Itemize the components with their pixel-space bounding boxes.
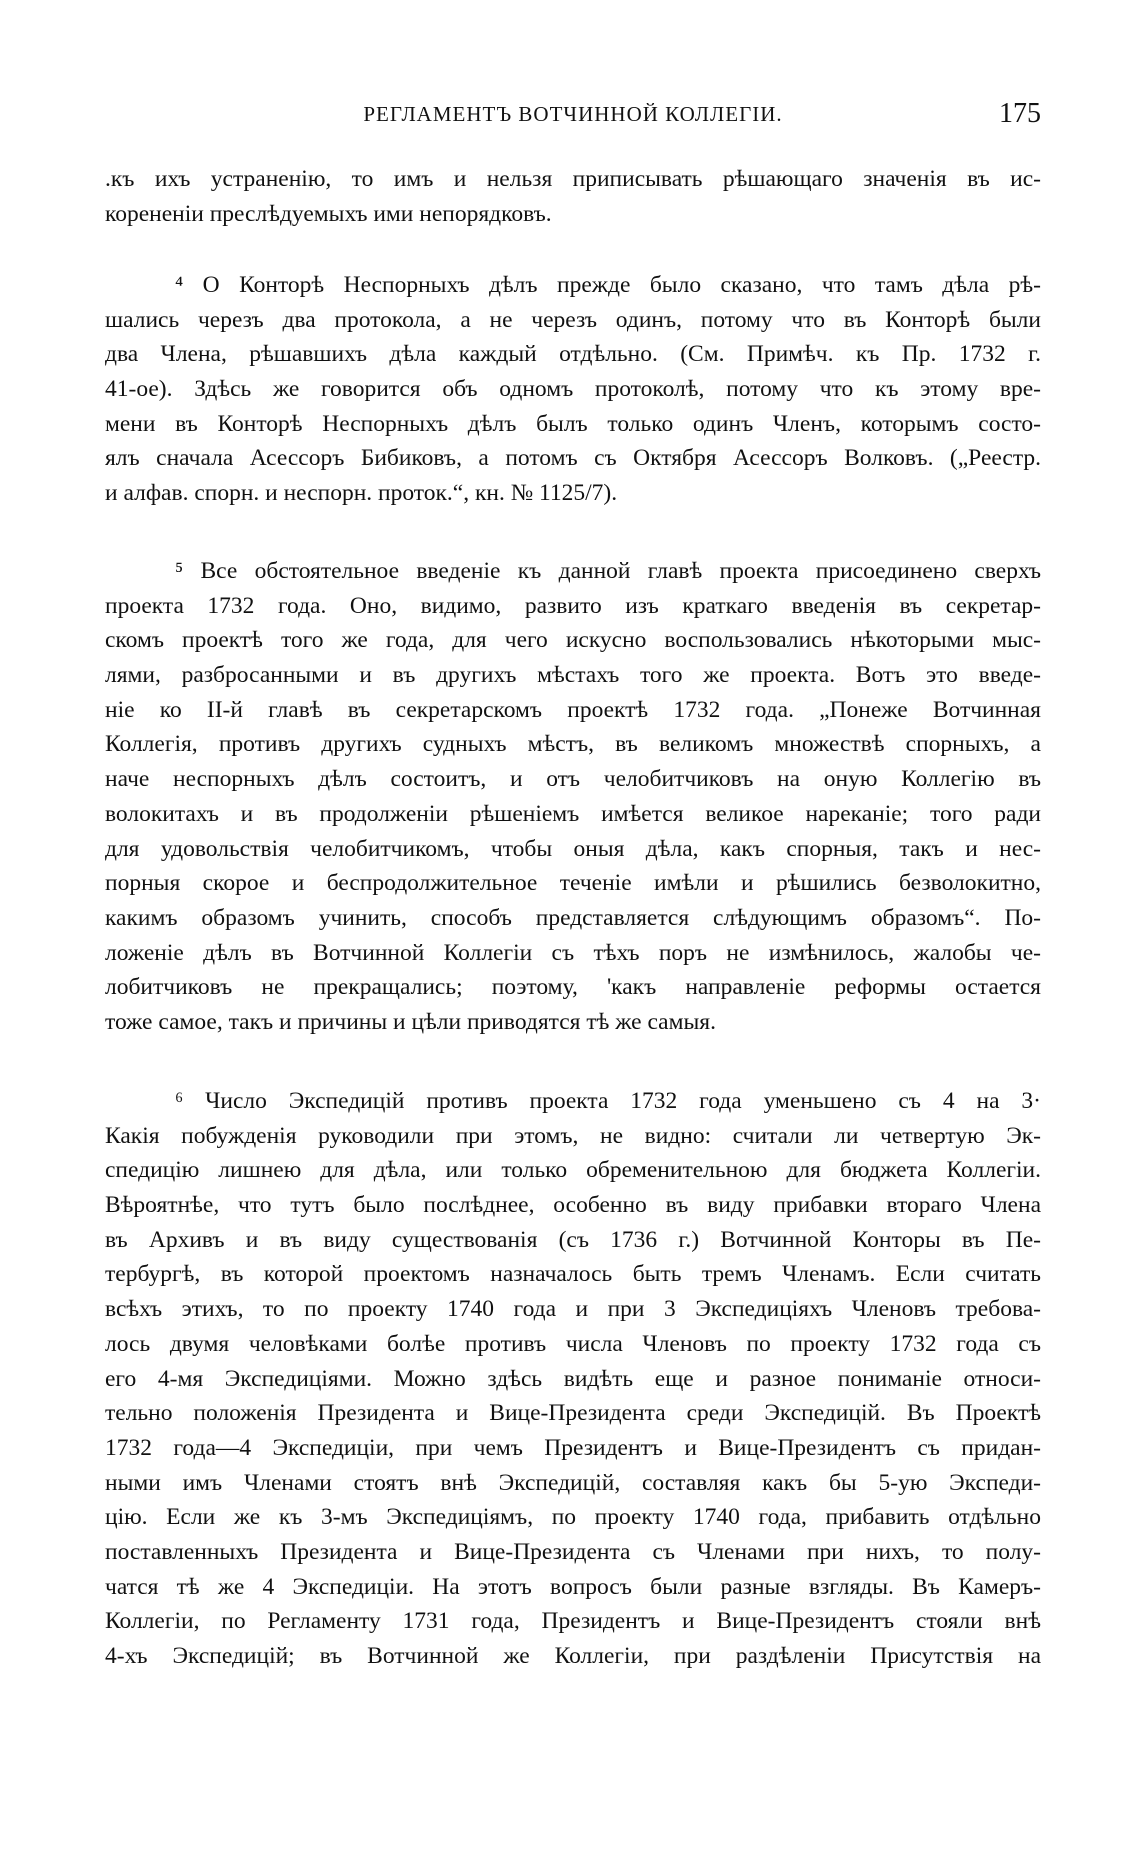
text-line: тоже самое, такъ и причины и цѣли приводятся тѣ же самыя. [105, 1008, 716, 1035]
footnote-4 [105, 268, 1041, 511]
running-title: РЕГЛАМЕНТЪ ВОТЧИННОЙ КОЛЛЕГІИ. [363, 102, 783, 126]
page-header [105, 98, 1041, 132]
text-line: ложеніе дѣлъ въ Вотчинной Коллегіи съ тѣхъ поръ не измѣнилось, жалобы че- [105, 939, 1041, 966]
text-line: 4-хъ Экспедицій; въ Вотчинной же Коллегіи, при раздѣленіи Присутствія на [105, 1643, 1041, 1669]
text-line: тельно положенія Президента и Вице-Президента среди Экспедицій. Въ Проектѣ [105, 1400, 1041, 1427]
text-line: корененіи преслѣдуемыхъ ими непорядковъ. [105, 200, 552, 227]
text-line: Какія побужденія руководили при этомъ, не видно: считали ли четвертую Эк- [105, 1122, 1041, 1149]
text-line: всѣхъ этихъ, то по проекту 1740 года и при 3 Экспедиціяхъ Членовъ требова- [105, 1296, 1041, 1323]
text-line: для удовольствія челобитчикомъ, чтобы оныя дѣла, какъ спорныя, такъ и нес- [105, 835, 1041, 862]
text-line: шались черезъ два протокола, а не черезъ одинъ, потому что въ Конторѣ были [105, 306, 1041, 333]
footnote-5 [105, 554, 1041, 1040]
text-line: цію. Если же къ 3-мъ Экспедиціямъ, по проекту 1740 года, прибавить отдѣльно [105, 1504, 1041, 1531]
text-line: ялъ сначала Асессоръ Бибиковъ, а потомъ съ Октября Асессоръ Волковъ. („Реестр. [105, 445, 1041, 472]
text-line: волокитахъ и въ продолженіи рѣшеніемъ имѣется великое нареканіе; того ради [105, 800, 1041, 827]
footnote-6 [105, 1084, 1041, 1674]
text-line: 1732 года—4 Экспедиціи, при чемъ Президентъ и Вице-Президентъ съ придан- [105, 1434, 1041, 1461]
text-line: проекта 1732 года. Оно, видимо, развито изъ краткаго введенія въ секретар- [105, 592, 1041, 619]
text-line: ными имъ Членами стоятъ внѣ Экспедицій, составляя какъ бы 5-ую Экспеди- [105, 1469, 1041, 1496]
text-line: поставленныхъ Президента и Вице-Президента съ Членами при нихъ, то полу- [105, 1538, 1041, 1565]
text-line: порныя скорое и беспродолжительное теченіе имѣли и рѣшились безволокитно, [105, 870, 1041, 897]
text-line: Вѣроятнѣе, что тутъ было послѣднее, особенно въ виду прибавки втораго Члена [105, 1192, 1041, 1219]
paragraph-continuation [105, 162, 1041, 231]
text-line: ⁵ Все обстоятельное введеніе къ данной главѣ проекта присоединено сверхъ [175, 558, 1041, 584]
text-line: въ Архивъ и въ виду существованія (съ 1736 г.) Вотчинной Конторы въ Пе- [105, 1226, 1041, 1253]
text-line: мени въ Конторѣ Неспорныхъ дѣлъ былъ только одинъ Членъ, которымъ состо- [105, 410, 1041, 437]
text-line: и алфав. спорн. и неспорн. проток.“, кн. № 1125/7). [105, 480, 618, 507]
text-line: какимъ образомъ учинить, способъ представляется слѣдующимъ образомъ“. По- [105, 904, 1041, 931]
text-line: ніе ко II-й главѣ въ секретарскомъ проектѣ 1732 года. „Понеже Вотчинная [105, 696, 1041, 723]
text-line: ⁴ О Конторѣ Неспорныхъ дѣлъ прежде было сказано, что тамъ дѣла рѣ- [175, 272, 1041, 298]
text-line: 41-ое). Здѣсь же говорится объ одномъ протоколѣ, потому что къ этому вре- [105, 376, 1041, 403]
text-line: лось двумя человѣками болѣе противъ числа Членовъ по проекту 1732 года съ [105, 1330, 1041, 1357]
text-line: Коллегіи, по Регламенту 1731 года, Президентъ и Вице-Президентъ стояли внѣ [105, 1608, 1041, 1635]
text-line: лобитчиковъ не прекращались; поэтому, 'какъ направленіе реформы остается [105, 974, 1041, 1001]
page-number: 175 [999, 98, 1041, 129]
text-line: тербургѣ, въ которой проектомъ назначалось быть тремъ Членамъ. Если считать [105, 1261, 1041, 1288]
text-line: два Члена, рѣшавшихъ дѣла каждый отдѣльно. (См. Примѣч. къ Пр. 1732 г. [105, 341, 1041, 368]
text-line: скомъ проектѣ того же года, для чего искусно воспользовались нѣкоторыми мыс- [105, 627, 1041, 654]
text-line: Коллегія, противъ другихъ судныхъ мѣстъ, въ великомъ множествѣ спорныхъ, а [105, 731, 1041, 758]
text-line: лями, разбросанными и въ другихъ мѣстахъ того же проекта. Вотъ это введе- [105, 662, 1041, 689]
text-line: .къ ихъ устраненію, то имъ и нельзя приписывать рѣшающаго значенія въ ис- [105, 166, 1041, 192]
text-line: спедицію лишнею для дѣла, или только обременительною для бюджета Коллегіи. [105, 1157, 1041, 1184]
text-line: его 4-мя Экспедиціями. Можно здѣсь видѣть еще и разное пониманіе относи- [105, 1365, 1041, 1392]
text-line: чатся тѣ же 4 Экспедиціи. На этотъ вопросъ были разные взгляды. Въ Камеръ- [105, 1573, 1041, 1600]
text-line: ⁶ Число Экспедицій противъ проекта 1732 года уменьшено съ 4 на 3· [175, 1088, 1041, 1114]
text-line: наче неспорныхъ дѣлъ состоитъ, и отъ челобитчиковъ на оную Коллегію въ [105, 766, 1041, 793]
